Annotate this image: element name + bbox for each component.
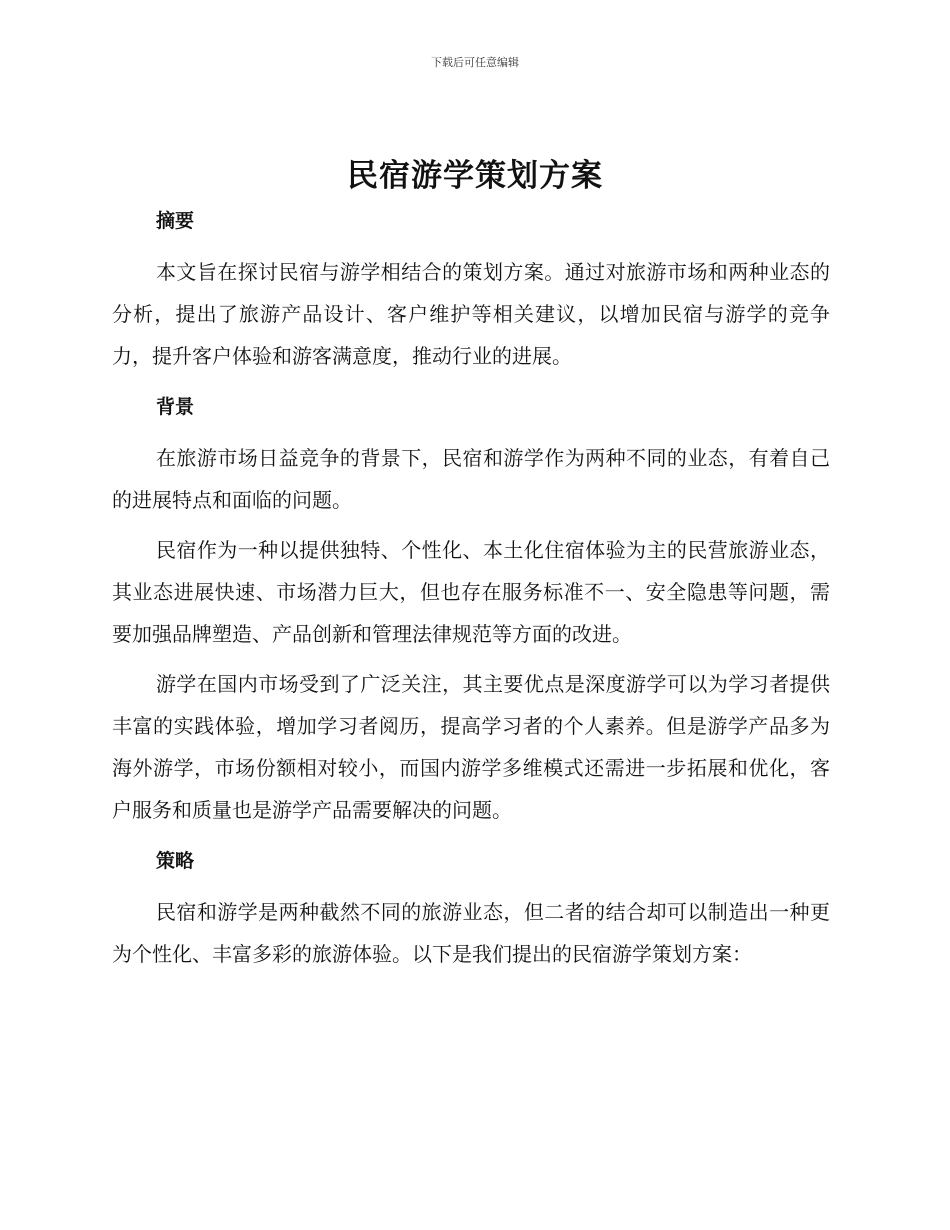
paragraph-background-1: 在旅游市场日益竞争的背景下，民宿和游学作为两种不同的业态，有着自己的进展特点和面临的问题。 xyxy=(112,446,830,512)
section-heading-background: 背景 xyxy=(156,396,195,418)
document-title: 民宿游学策划方案 xyxy=(347,158,603,194)
paragraph-strategy: 民宿和游学是两种截然不同的旅游业态，但二者的结合却可以制造出一种更为个性化、丰富多彩的旅游体验。以下是我们提出的民宿游学策划方案： xyxy=(112,900,830,966)
section-heading-strategy: 策略 xyxy=(156,850,195,872)
paragraph-background-3: 游学在国内市场受到了广泛关注，其主要优点是深度游学可以为学习者提供丰富的实践体验，增加学习者阅历，提高学习者的个人素养。但是游学产品多为海外游学，市场份额相对较小，而国内游学多维模式还需进一步拓展和优化，客户服务和质量也是游学产品需要解决的问题。 xyxy=(112,672,830,822)
header-note: 下载后可任意编辑 xyxy=(431,56,519,69)
paragraph-abstract: 本文旨在探讨民宿与游学相结合的策划方案。通过对旅游市场和两种业态的分析，提出了旅游产品设计、客户维护等相关建议，以增加民宿与游学的竞争力，提升客户体验和游客满意度，推动行业的进展。 xyxy=(112,260,830,368)
paragraph-background-2: 民宿作为一种以提供独特、个性化、本土化住宿体验为主的民营旅游业态，其业态进展快速、市场潜力巨大，但也存在服务标准不一、安全隐患等问题，需要加强品牌塑造、产品创新和管理法律规范等方面的改进。 xyxy=(112,538,830,646)
section-heading-abstract: 摘要 xyxy=(156,210,195,232)
document-body xyxy=(112,199,830,975)
